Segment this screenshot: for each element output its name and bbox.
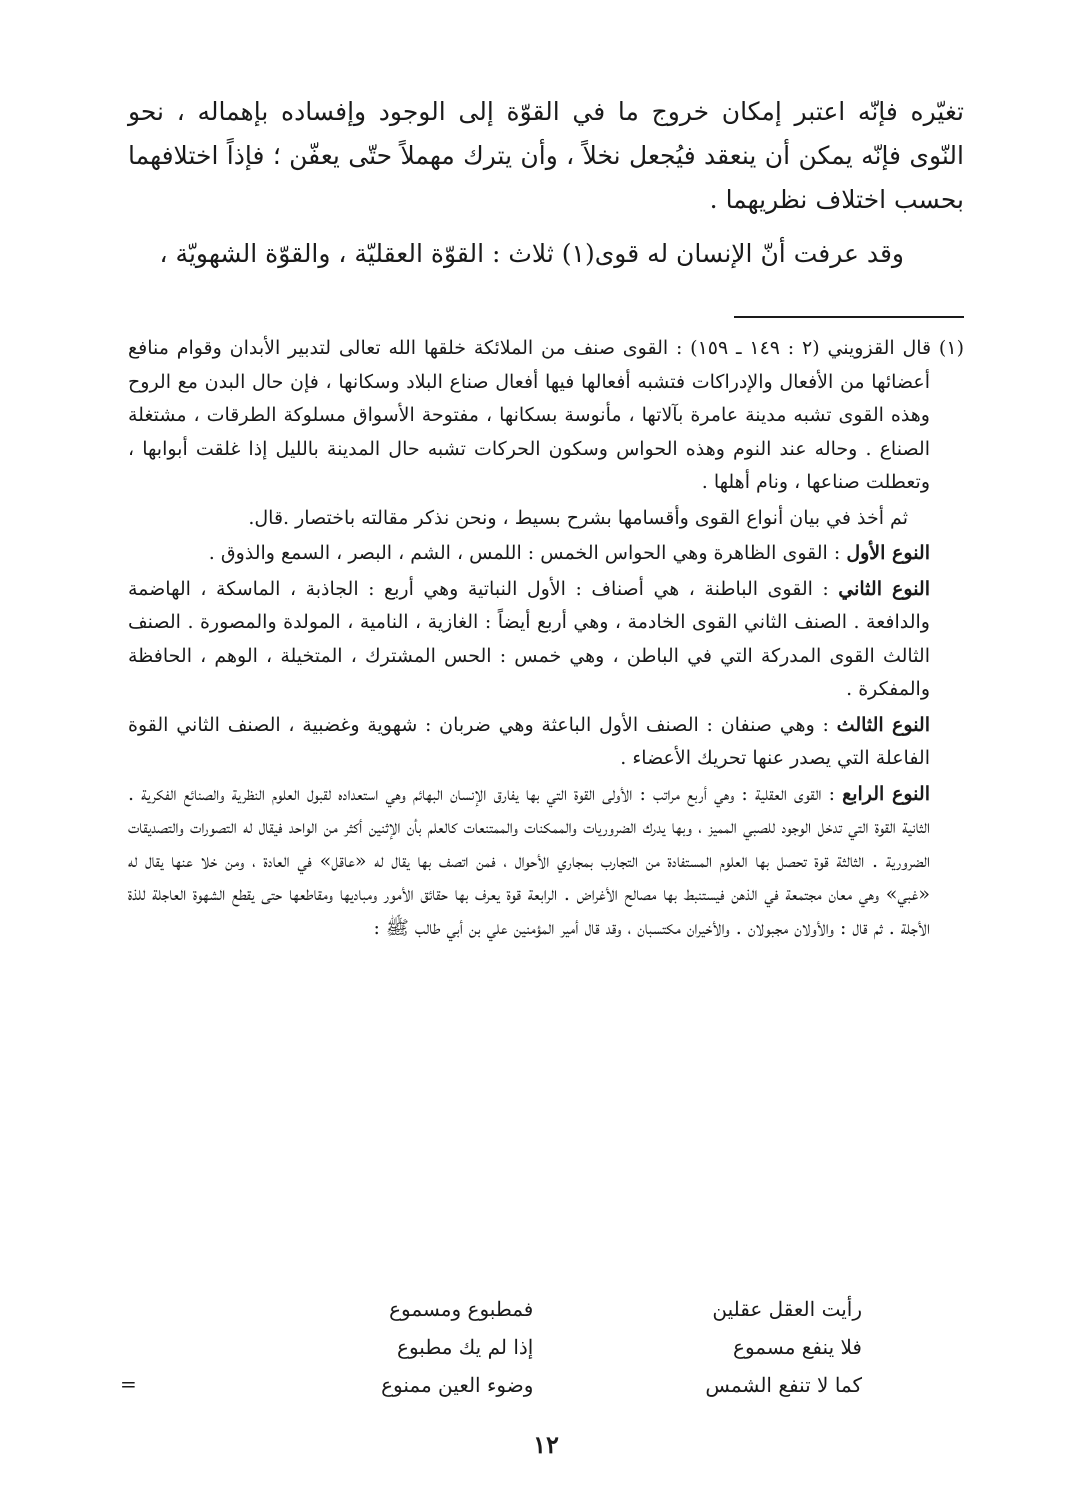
footnote-lead: ثم أخذ في بيان أنواع القوى وأقسامها بشرح بسيط ، ونحن نذكر مقالته باختصار .قال.	[248, 506, 908, 529]
type-3-label: النوع الثالث	[836, 713, 930, 736]
poem-verse	[230, 1290, 862, 1328]
footnote-separator	[734, 316, 964, 318]
footnote	[128, 332, 964, 947]
poem	[230, 1290, 862, 1404]
poem-verse	[230, 1328, 862, 1366]
type-2-text: : القوى الباطنة ، هي أصناف : الأول النباتية وهي أربع : الجاذبة ، الماسكة ، الهاضمة والدافعة . الصنف الثاني القوى الخادمة ، وهي أربع أيضاً : الغازية ، النامية ، المولدة والمصورة . الصنف الثالث القوى المدركة التي في الباطن ، وهي خمس : الحس المشترك ، المتخيلة ، الوهم ، الحافظة والمفكرة .	[128, 577, 930, 700]
page-number: ١٢	[533, 1430, 559, 1459]
verse-second-hemistich: إذا لم يك مطبوع	[397, 1335, 534, 1359]
verse-second-hemistich: فمطبوع ومسموع	[389, 1297, 534, 1321]
type-4-text: : القوى العقلية : وهي أربع مراتب : الأولى القوة التي بها يفارق الإنسان البهائم وهي استعداده لقبول العلوم النظرية والصنائع الفكرية . الثانية القوة التي تدخل الوجود للصبي المميز ، وبها يدرك الضروريات والممكنات والممتنعات كالعلم بأن الإثنين أكثر من الواحد فيقال له التصورات والتصديقات الضرورية . الثالثة قوة تحصل بها العلوم المستفادة من التجارب بمجاري الأحوال ، فمن اتصف بها يقال له «عاقل» في العادة ، ومن خلا عنها يقال له «غبي» وهي معان مجتمعة في الذهن فيستنبط بها مصالح الأغراض . الرابعة قوة يعرف بها حقائق الأمور ومباديها ومقاطعها حتى يقطع الشهوة العاجلة للذة الأجلة . ثم قال : والأولان مجبولان . والأخيران مكتسبان ، وقد قال أمير المؤمنين علي بن أبي طالب ﷺ :	[128, 782, 930, 939]
type-1-label: النوع الأول	[846, 542, 930, 564]
continuation-mark: =	[120, 1372, 137, 1396]
verse-first-hemistich: كما لا تنفع الشمس	[705, 1373, 862, 1397]
main-paragraph-1: تغيّره فإنّه اعتبر إمكان خروج ما في القوّة إلى الوجود وإفساده بإهماله ، نحو النّوى فإنّه يمكن أن ينعقد فيُجعل نخلاً ، وأن يترك مهملاً حتّى يعفّن ؛ فإذاً اختلافهما بحسب اختلاف نظريهما .	[128, 97, 964, 214]
footnote-type-2	[128, 573, 964, 707]
verse-first-hemistich: فلا ينفع مسموع	[733, 1335, 862, 1359]
type-3-text: : وهي صنفان : الصنف الأول الباعثة وهي ضربان : شهوية وغضبية ، الصنف الثاني القوة الفاعلة التي يصدر عنها تحريك الأعضاء .	[128, 713, 930, 769]
footnote-type-1	[128, 537, 964, 571]
verse-first-hemistich: رأيت العقل عقلين	[712, 1297, 862, 1321]
poem-verse	[230, 1366, 862, 1404]
verse-second-hemistich: وضوء العين ممنوع	[381, 1373, 534, 1397]
type-2-label: النوع الثاني	[838, 577, 930, 600]
type-4-label: النوع الرابع	[842, 782, 930, 805]
main-paragraph-2: وقد عرفت أنّ الإنسان له قوى(١) ثلاث : القوّة العقليّة ، والقوّة الشهويّة ،	[159, 239, 904, 268]
main-text	[128, 90, 964, 276]
footnote-intro: (١) قال القزويني (٢ : ١٤٩ ـ ١٥٩) : القوى صنف من الملائكة خلقها الله تعالى لتدبير الأبدان وقوام منافع أعضائها من الأفعال والإدراكات فتشبه أفعالها فيها أفعال صناع البلاد وسكانها ، فإن حال البدن مع الروح وهذه القوى تشبه مدينة عامرة بآلاتها ، مأنوسة بسكانها ، مفتوحة الأسواق مسلوكة الطرقات ، مشتغلة الصناع . وحاله عند النوم وهذه الحواس وسكون الحركات تشبه حال المدينة بالليل إذا غلقت أبوابها ، وتعطلت صناعها ، ونام أهلها .	[128, 337, 964, 493]
type-1-text: : القوى الظاهرة وهي الحواس الخمس : اللمس ، الشم ، البصر ، السمع والذوق .	[208, 542, 847, 564]
footnote-type-4	[128, 778, 964, 946]
footnote-type-3	[128, 709, 964, 776]
